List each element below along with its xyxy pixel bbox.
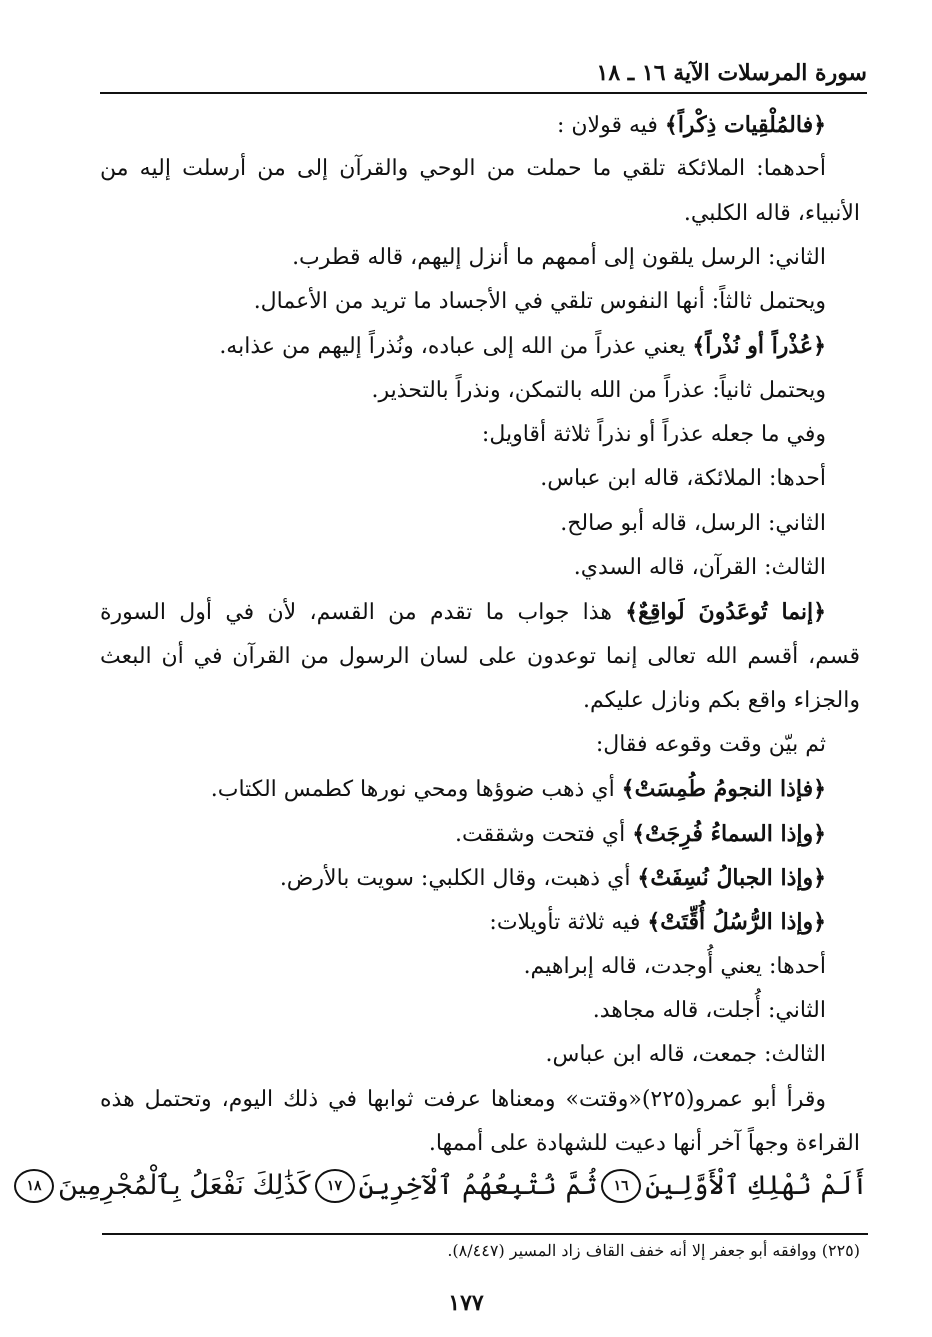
line-text: ثم بيّن وقت وقوعه فقال: bbox=[595, 732, 826, 758]
line-text: الأنبياء، قاله الكلبي. bbox=[683, 200, 860, 226]
verse-number-marker: ١٨ bbox=[14, 1169, 54, 1203]
text-line bbox=[100, 635, 860, 679]
verse bbox=[311, 1158, 598, 1214]
text-line bbox=[100, 989, 860, 1033]
text-line bbox=[100, 1078, 860, 1122]
text-line bbox=[100, 502, 860, 546]
text-line bbox=[100, 546, 860, 590]
text-line bbox=[100, 812, 860, 856]
line-text: أي ذهب ضوؤها ومحي نورها كطمس الكتاب. bbox=[210, 777, 622, 803]
line-text: الثالث: القرآن، قاله السدي. bbox=[573, 554, 826, 580]
verse-text: ثُمَّ نُتْبِعُهُمُ ٱلْآخِرِينَ bbox=[358, 1170, 598, 1201]
text-line bbox=[100, 369, 860, 413]
quran-quote: ﴿فالمُلْقِيات ذِكْراً﴾ bbox=[664, 112, 826, 138]
page-number: ١٧٧ bbox=[448, 1290, 484, 1316]
line-text: وقرأ أبو عمرو(٢٢٥)«وقتت» ومعناها عرفت ثوابها في ذلك اليوم، وتحتمل هذه bbox=[100, 1086, 826, 1112]
text-line bbox=[100, 103, 860, 147]
line-text: القراءة وجهاً آخر أنها دعيت للشهادة على أممها. bbox=[428, 1130, 860, 1156]
verse bbox=[10, 1158, 310, 1214]
text-line bbox=[100, 413, 860, 457]
line-text: فيه ثلاثة تأويلات: bbox=[489, 910, 648, 936]
line-text: أحدهما: الملائكة تلقي ما حملت من الوحي والقرآن إلى من أرسلت إليه من bbox=[100, 156, 826, 182]
text-line bbox=[100, 856, 860, 900]
header-rule bbox=[100, 92, 867, 94]
text-line bbox=[100, 324, 860, 368]
line-text: أحدها: يعني أُوجدت، قاله إبراهيم. bbox=[523, 953, 826, 979]
text-line bbox=[100, 280, 860, 324]
quran-quote: ﴿وإذا الجبالُ نُسِفَتْ﴾ bbox=[637, 865, 826, 892]
quran-verses-band bbox=[26, 1158, 868, 1214]
text-line bbox=[100, 192, 860, 236]
text-line bbox=[100, 945, 860, 989]
line-text: يعني عذراً من الله إلى عباده، ونُذراً إليهم من عذابه. bbox=[219, 334, 693, 360]
quran-quote: ﴿إنما تُوعَدُونَ لَواقِعٌ﴾ bbox=[625, 599, 827, 626]
quran-quote: ﴿وإذا الرُّسُلُ أُقِّتَتْ﴾ bbox=[647, 909, 826, 936]
text-line bbox=[100, 457, 860, 501]
line-text: وفي ما جعله عذراً أو نذراً ثلاثة أقاويل: bbox=[481, 422, 826, 448]
verse-text: أَلَمْ نُهْلِكِ ٱلْأَوَّلِينَ bbox=[645, 1170, 868, 1201]
line-text: فيه قولان : bbox=[556, 113, 665, 138]
line-text: هذا جواب ما تقدم من القسم، لأن في أول السورة bbox=[100, 600, 626, 626]
quran-quote: ﴿عُذْراً أو نُذْراً﴾ bbox=[692, 333, 826, 360]
text-line bbox=[100, 767, 860, 811]
quran-quote: ﴿فإذا النجومُ طُمِسَتْ﴾ bbox=[621, 776, 826, 803]
text-line bbox=[100, 147, 860, 191]
footnote: (٢٢٥) ووافقه أبو جعفر إلا أنه خفف القاف زاد المسير (٨/٤٤٧). bbox=[447, 1241, 860, 1260]
line-text: ويحتمل ثالثاً: أنها النفوس تلقي في الأجساد ما تريد من الأعمال. bbox=[253, 289, 826, 315]
text-line bbox=[100, 900, 860, 944]
text-line bbox=[100, 723, 860, 767]
text-line bbox=[100, 679, 860, 723]
verse-number-marker: ١٧ bbox=[315, 1169, 355, 1203]
line-text: ويحتمل ثانياً: عذراً من الله بالتمكن، ونذراً بالتحذير. bbox=[371, 377, 826, 403]
body-text bbox=[100, 103, 860, 1166]
footnote-rule bbox=[102, 1233, 868, 1235]
line-text: الثاني: أُجلت، قاله مجاهد. bbox=[592, 997, 826, 1023]
quran-quote: ﴿وإذا السماءُ فُرِجَتْ﴾ bbox=[632, 820, 826, 847]
line-text: الثاني: الرسل يلقون إلى أممهم ما أنزل إليهم، قاله قطرب. bbox=[292, 244, 826, 270]
header-title: سورة المرسلات الآية ١٦ ـ ١٨ bbox=[596, 60, 867, 86]
line-text: والجزاء واقع بكم ونازل عليكم. bbox=[583, 687, 860, 713]
line-text: الثاني: الرسل، قاله أبو صالح. bbox=[560, 510, 826, 536]
line-text: قسم، أقسم الله تعالى إنما توعدون على لسان الرسول من القرآن في أن البعث bbox=[100, 643, 860, 669]
line-text: أي ذهبت، وقال الكلبي: سويت بالأرض. bbox=[279, 866, 638, 892]
line-text: أحدها: الملائكة، قاله ابن عباس. bbox=[540, 466, 826, 492]
text-line bbox=[100, 590, 860, 634]
verse-number-marker: ١٦ bbox=[601, 1169, 641, 1203]
running-header bbox=[100, 58, 867, 94]
text-line bbox=[100, 236, 860, 280]
text-line bbox=[100, 1033, 860, 1077]
verse-text: كَذَٰلِكَ نَفْعَلُ بِٱلْمُجْرِمِينَ bbox=[58, 1170, 311, 1201]
line-text: الثالث: جمعت، قاله ابن عباس. bbox=[545, 1042, 826, 1068]
line-text: أي فتحت وشققت. bbox=[455, 821, 633, 847]
verse bbox=[597, 1158, 868, 1214]
